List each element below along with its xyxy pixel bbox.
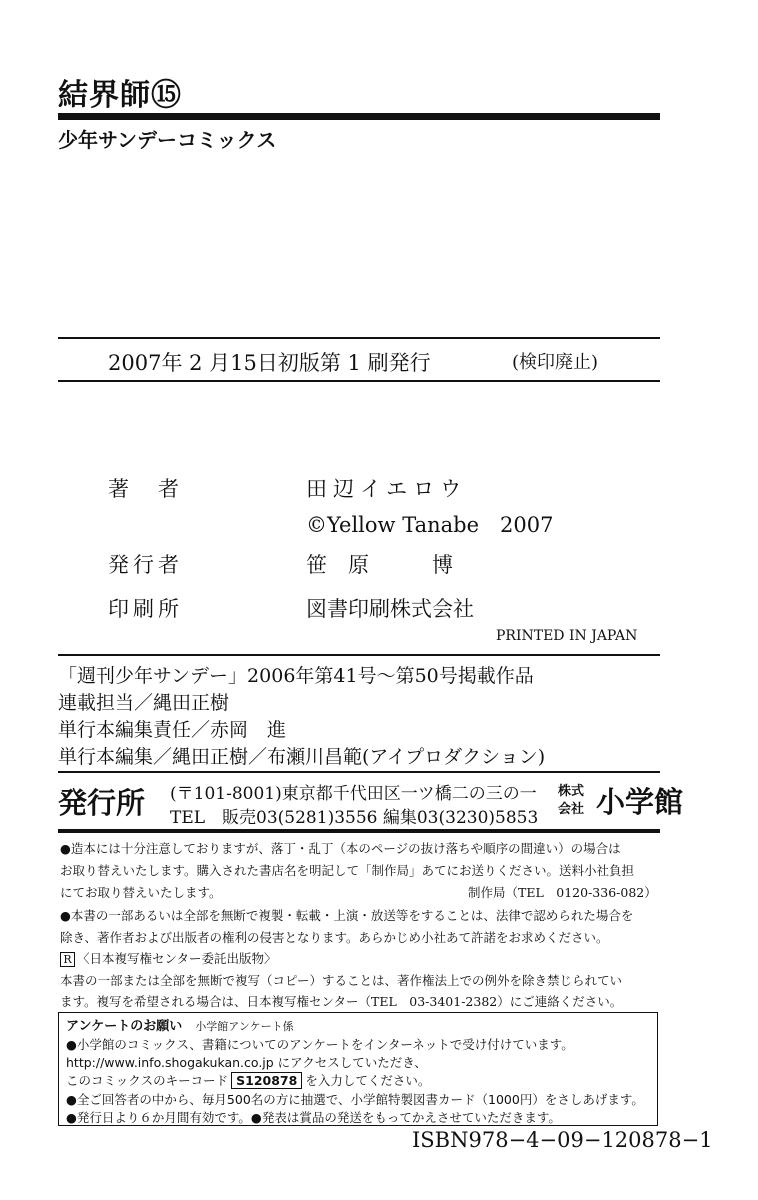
note-line-1: ●造本には十分注意しておりますが、落丁・乱丁（本のページの抜け落ちや順序の間違い）の場合は [60,841,621,856]
serial-source: 「週刊少年サンデー」2006年第41号〜第50号掲載作品 [58,665,534,687]
date-top-rule [58,337,660,339]
isbn: ISBN978−4−09−120878−1 [412,1128,713,1152]
printer-name: 図書印刷株式会社 [306,597,474,621]
publisher-person-name: 笹 原 博 [306,553,453,577]
note-line-4: ●本書の一部あるいは全部を無断で複製・転載・上演・放送等をすることは、法律で認められた場合を [60,908,634,923]
production-contact: 制作局（TEL 0120-336-082） [468,885,657,900]
author-label: 著 者 [108,477,183,501]
copyright-center-label: 〈日本複写権センター委託出版物〉 [77,951,277,966]
publisher-top-rule [58,771,660,773]
note-line-2: お取り替えいたします。購入された書店名を明記して「制作局」あてにお送りください。送料小社負担 [60,863,635,878]
publisher-bottom-rule [58,829,660,833]
publisher-name: 小学館 [596,785,684,819]
registered-mark: R [60,952,75,967]
publisher-tel: TEL 販売03(5281)3556 編集03(3230)5853 [170,808,539,828]
survey-heading [66,1015,294,1034]
note-line-5: 除き、著作者および出版者の権利の侵害となります。あらかじめ小社あて許諾をお求めください。 [60,930,609,945]
key-code-prefix: このコミックスのキーコード [66,1073,229,1088]
key-code-box: S120878 [231,1072,302,1089]
book-editor-chief: 単行本編集責任／赤岡 進 [58,719,287,741]
serial-editor: 連載担当／縄田正樹 [58,692,230,714]
survey-url-line: http://www.info.shogakukan.co.jp にアクセスしていただき、 [66,1055,427,1070]
series-label: 少年サンデーコミックス [58,128,277,152]
note-line-6 [60,949,277,967]
credits-bottom-rule [58,654,660,656]
book-title: 結界師⑮ [58,78,182,113]
survey-title: アンケートのお願い [66,1019,183,1034]
note-line-8: ます。複写を希望される場合は、日本複写権センター（TEL 03-3401-2382）にご連絡ください。 [60,994,623,1009]
survey-subtitle: 小学館アンケート係 [195,1020,294,1033]
note-line-3: にてお取り替えいたします。 [60,885,222,900]
title-rule [58,113,660,120]
survey-line-1: ●小学館のコミックス、書籍についてのアンケートをインターネットで受け付けています。 [66,1037,574,1052]
printer-label: 印刷所 [108,597,183,621]
survey-line-5: ●発行日より６か月間有効です。●発表は賞品の発送をもってかえさせていただきます。 [66,1110,561,1125]
seal-note: (検印廃止) [512,352,599,373]
survey-line-4: ●全ご回答者の中から、毎月500名の方に抽選で、小学館特製図書カード（1000円）をさしあげます。 [66,1092,644,1107]
publisher-address: (〒101-8001)東京都千代田区一ツ橋二の三の一 [170,784,537,804]
publisher-label: 発行所 [58,786,146,820]
key-code-suffix: を入力してください。 [305,1073,431,1088]
author-name: 田辺イエロウ [306,477,468,501]
book-editors: 単行本編集／縄田正樹／布瀬川昌範(アイプロダクション) [58,746,546,768]
kabushiki-upper: 株式 [558,784,585,799]
survey-key-line [66,1071,430,1089]
date-bottom-rule [58,380,660,382]
kabushiki-lower: 会社 [558,802,585,817]
copyright-line: ©Yellow Tanabe 2007 [306,513,554,537]
printed-in-japan: PRINTED IN JAPAN [496,628,638,644]
note-line-7: 本書の一部または全部を無断で複写（コピー）することは、著作権法上での例外を除き禁じられてい [60,973,623,988]
publication-date: 2007年 2 月15日初版第 1 刷発行 [108,351,431,375]
publisher-person-label: 発行者 [108,553,183,577]
